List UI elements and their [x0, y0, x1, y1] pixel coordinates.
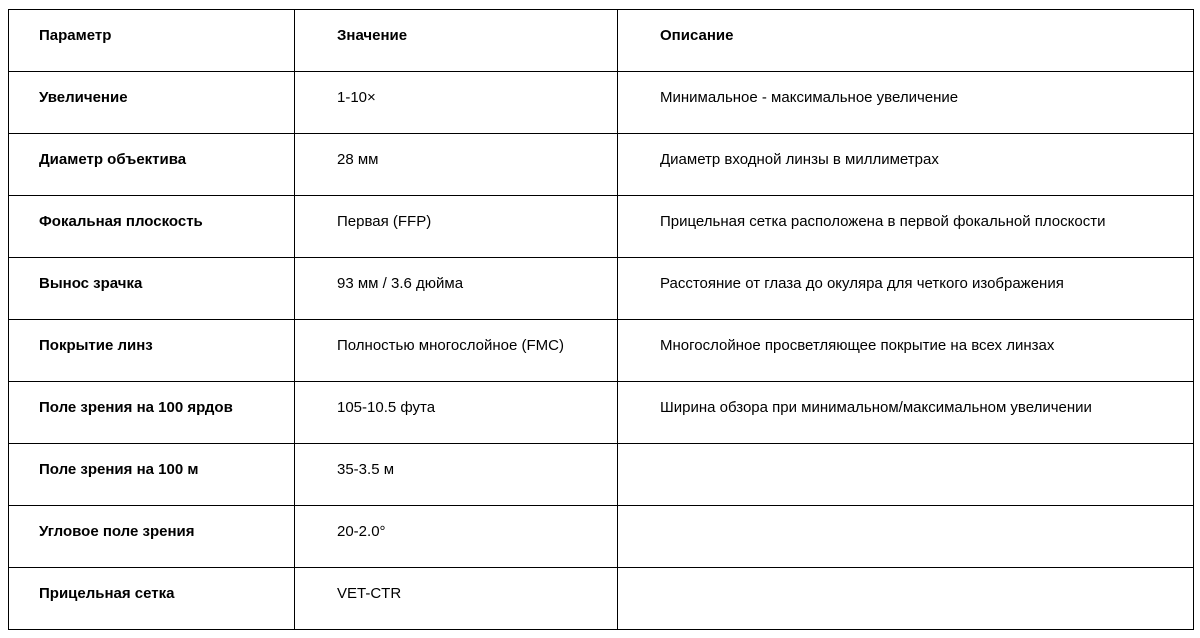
value-cell	[295, 382, 618, 444]
header-cell-parameter	[9, 10, 295, 72]
parameter-value: 28 мм	[337, 151, 379, 168]
parameter-value: 93 мм / 3.6 дюйма	[337, 275, 464, 292]
table-row	[9, 320, 1194, 382]
parameter-name: Диаметр объектива	[39, 151, 187, 168]
parameter-cell	[9, 506, 295, 568]
parameter-name: Поле зрения на 100 ярдов	[39, 399, 233, 416]
parameter-description: Прицельная сетка расположена в первой фокальной плоскости	[660, 213, 1106, 230]
parameter-value: 1-10×	[337, 89, 376, 106]
table-row	[9, 196, 1194, 258]
description-cell	[618, 320, 1194, 382]
parameter-description: Многослойное просветляющее покрытие на всех линзах	[660, 337, 1055, 354]
table-row	[9, 258, 1194, 320]
value-cell	[295, 506, 618, 568]
parameter-cell	[9, 134, 295, 196]
parameter-cell	[9, 258, 295, 320]
parameter-name: Увеличение	[39, 89, 128, 106]
parameter-description: Ширина обзора при минимальном/максимальном увеличении	[660, 399, 1092, 416]
parameter-description	[618, 568, 1193, 585]
parameter-name: Прицельная сетка	[39, 585, 175, 602]
parameter-value: 20-2.0°	[337, 523, 386, 540]
value-cell	[295, 568, 618, 630]
description-cell	[618, 382, 1194, 444]
value-cell	[295, 444, 618, 506]
parameter-name: Вынос зрачка	[39, 275, 143, 292]
parameter-value: VET-CTR	[337, 585, 402, 602]
description-cell	[618, 568, 1194, 630]
table-row	[9, 506, 1194, 568]
table-row	[9, 382, 1194, 444]
value-cell	[295, 134, 618, 196]
description-cell	[618, 444, 1194, 506]
header-description-label: Описание	[660, 27, 734, 44]
parameter-value: Первая (FFP)	[337, 213, 432, 230]
parameter-name: Покрытие линз	[39, 337, 153, 354]
parameter-description	[618, 506, 1193, 523]
parameter-cell	[9, 72, 295, 134]
parameter-cell	[9, 382, 295, 444]
table-row	[9, 134, 1194, 196]
header-value-label: Значение	[337, 27, 408, 44]
parameter-cell	[9, 568, 295, 630]
parameter-cell	[9, 444, 295, 506]
parameter-description: Минимальное - максимальное увеличение	[660, 89, 959, 106]
parameter-value: 35-3.5 м	[337, 461, 395, 478]
table-row	[9, 72, 1194, 134]
parameter-cell	[9, 196, 295, 258]
specifications-table	[8, 9, 1194, 630]
parameter-name: Угловое поле зрения	[39, 523, 195, 540]
header-parameter-label: Параметр	[39, 27, 112, 44]
parameter-cell	[9, 320, 295, 382]
table-row	[9, 444, 1194, 506]
parameter-description	[618, 444, 1193, 461]
parameter-name: Фокальная плоскость	[39, 213, 203, 230]
description-cell	[618, 196, 1194, 258]
parameter-description: Расстояние от глаза до окуляра для четкого изображения	[660, 275, 1064, 292]
table-header-row	[9, 10, 1194, 72]
value-cell	[295, 72, 618, 134]
description-cell	[618, 258, 1194, 320]
value-cell	[295, 258, 618, 320]
parameter-description: Диаметр входной линзы в миллиметрах	[660, 151, 939, 168]
value-cell	[295, 196, 618, 258]
header-cell-description	[618, 10, 1194, 72]
table-row	[9, 568, 1194, 630]
header-cell-value	[295, 10, 618, 72]
description-cell	[618, 506, 1194, 568]
description-cell	[618, 72, 1194, 134]
parameter-name: Поле зрения на 100 м	[39, 461, 199, 478]
value-cell	[295, 320, 618, 382]
description-cell	[618, 134, 1194, 196]
parameter-value: Полностью многослойное (FMC)	[337, 337, 564, 354]
parameter-value: 105-10.5 фута	[337, 399, 436, 416]
